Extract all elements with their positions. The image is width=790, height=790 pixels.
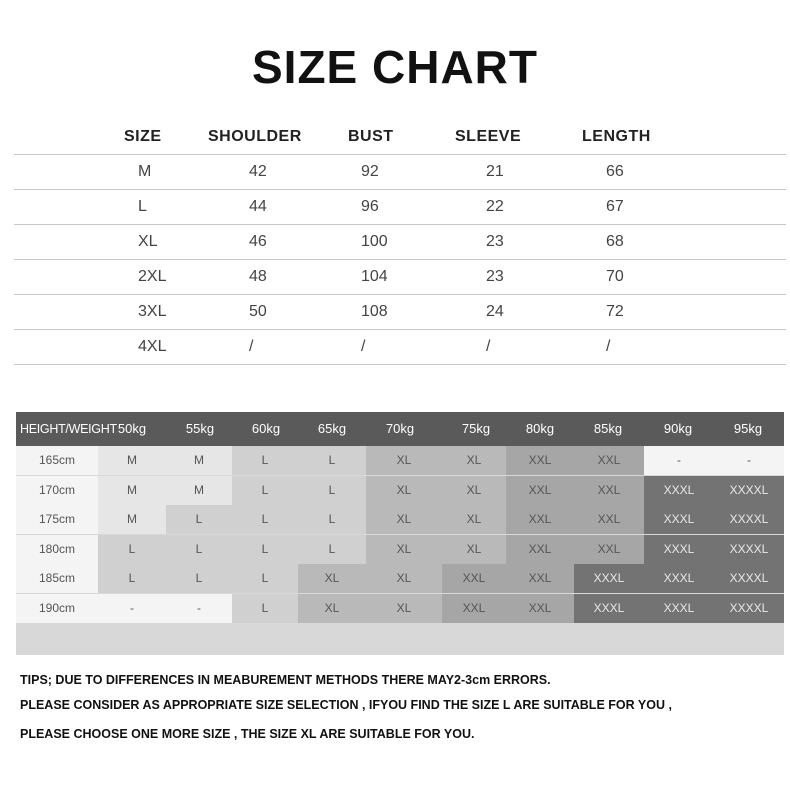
size-recommendation-cell: L (166, 535, 232, 564)
weight-header-cell: 50kg (117, 421, 147, 436)
height-row-label: 185cm (16, 564, 98, 593)
table-row (14, 260, 786, 295)
height-row-label: 170cm (16, 476, 98, 505)
header-shoulder: SHOULDER (208, 128, 302, 145)
size-recommendation-cell: XXXL (644, 505, 714, 534)
bust-cell: 108 (361, 303, 388, 320)
size-cell: 2XL (138, 268, 167, 285)
sleeve-cell: / (486, 338, 491, 355)
size-recommendation-cell: L (232, 564, 298, 593)
table-row (14, 190, 786, 225)
length-cell: 72 (606, 303, 624, 320)
size-recommendation-cell: XXL (574, 505, 644, 534)
size-recommendation-cell: L (298, 535, 366, 564)
weight-header-cell: 95kg (733, 421, 763, 436)
header-sleeve: SLEEVE (455, 128, 522, 145)
size-recommendation-cell: XXL (442, 564, 506, 593)
bust-cell: 104 (361, 268, 388, 285)
table-row (14, 295, 786, 330)
size-recommendation-cell: L (166, 564, 232, 593)
size-cell: L (138, 198, 147, 215)
tips-line-2: PLEASE CONSIDER AS APPROPRIATE SIZE SELECTION , IFYOU FIND THE SIZE L ARE SUITABLE FOR YOU , (20, 698, 672, 712)
size-recommendation-cell: XXXL (644, 564, 714, 593)
height-weight-header (16, 412, 784, 446)
shoulder-cell: 50 (249, 303, 267, 320)
size-recommendation-cell: XXL (506, 446, 574, 475)
size-recommendation-cell: XXXXL (714, 564, 784, 593)
table-row (14, 155, 786, 190)
shoulder-cell: 46 (249, 233, 267, 250)
tips-line-1: TIPS; DUE TO DIFFERENCES IN MEABUREMENT METHODS THERE MAY2-3cm ERRORS. (20, 673, 551, 687)
size-recommendation-cell: XXL (506, 476, 574, 505)
size-recommendation-cell: XXL (574, 476, 644, 505)
size-cell: XL (138, 233, 158, 250)
size-recommendation-cell: XL (366, 446, 442, 475)
height-weight-footer-band (16, 624, 784, 655)
size-recommendation-cell: XXXL (644, 535, 714, 564)
size-recommendation-cell: M (166, 476, 232, 505)
size-recommendation-cell: L (232, 535, 298, 564)
size-recommendation-cell: L (232, 446, 298, 475)
size-recommendation-cell: M (98, 446, 166, 475)
weight-header-cell: 65kg (317, 421, 347, 436)
shoulder-cell: 48 (249, 268, 267, 285)
size-recommendation-cell: L (298, 446, 366, 475)
size-recommendation-cell: L (232, 594, 298, 623)
sleeve-cell: 22 (486, 198, 504, 215)
height-row-label: 190cm (16, 594, 98, 623)
size-recommendation-cell: XXXXL (714, 535, 784, 564)
size-recommendation-cell: - (714, 446, 784, 475)
size-recommendation-cell: XXXL (574, 564, 644, 593)
header-size: SIZE (124, 128, 162, 145)
size-recommendation-cell: XXXXL (714, 505, 784, 534)
bust-cell: / (361, 338, 366, 355)
weight-header-cell: 85kg (593, 421, 623, 436)
size-recommendation-cell: XXL (506, 564, 574, 593)
height-row-label: 175cm (16, 505, 98, 534)
size-recommendation-cell: - (98, 594, 166, 623)
size-cell: M (138, 163, 152, 180)
sleeve-cell: 21 (486, 163, 504, 180)
weight-header-cell: 55kg (185, 421, 215, 436)
size-chart-table (14, 120, 786, 365)
sleeve-cell: 23 (486, 268, 504, 285)
size-recommendation-cell: XL (442, 505, 506, 534)
size-recommendation-cell: XL (366, 505, 442, 534)
height-weight-corner-label: HEIGHT/WEIGHT (20, 422, 117, 436)
size-recommendation-cell: XL (442, 476, 506, 505)
size-cell: 3XL (138, 303, 167, 320)
sleeve-cell: 24 (486, 303, 504, 320)
size-recommendation-cell: L (232, 505, 298, 534)
size-cell: 4XL (138, 338, 167, 355)
bust-cell: 100 (361, 233, 388, 250)
size-recommendation-cell: XL (366, 564, 442, 593)
size-recommendation-cell: M (98, 476, 166, 505)
size-recommendation-cell: L (98, 564, 166, 593)
tips-line-3: PLEASE CHOOSE ONE MORE SIZE , THE SIZE XL ARE SUITABLE FOR YOU. (20, 727, 475, 741)
page-title: SIZE CHART (252, 41, 538, 93)
size-recommendation-cell: XL (366, 594, 442, 623)
size-recommendation-cell: - (166, 594, 232, 623)
sleeve-cell: 23 (486, 233, 504, 250)
size-recommendation-cell: XXL (442, 594, 506, 623)
size-recommendation-cell: L (98, 535, 166, 564)
weight-header-cell: 60kg (251, 421, 281, 436)
size-recommendation-cell: M (166, 446, 232, 475)
header-length: LENGTH (582, 128, 651, 145)
size-chart-header-row (14, 120, 786, 155)
size-recommendation-cell: M (98, 505, 166, 534)
size-recommendation-cell: XL (298, 594, 366, 623)
size-recommendation-cell: XL (442, 535, 506, 564)
size-recommendation-cell: L (232, 476, 298, 505)
length-cell: 70 (606, 268, 624, 285)
length-cell: / (606, 338, 611, 355)
size-recommendation-cell: XXL (506, 505, 574, 534)
table-row (14, 225, 786, 260)
length-cell: 67 (606, 198, 624, 215)
bust-cell: 96 (361, 198, 379, 215)
size-recommendation-cell: L (298, 505, 366, 534)
length-cell: 66 (606, 163, 624, 180)
size-recommendation-cell: XXXL (644, 476, 714, 505)
size-recommendation-cell: L (298, 476, 366, 505)
weight-header-cell: 75kg (461, 421, 491, 436)
size-recommendation-cell: - (644, 446, 714, 475)
table-row (14, 330, 786, 365)
size-recommendation-cell: XXL (574, 446, 644, 475)
size-recommendation-cell: XXXL (644, 594, 714, 623)
size-recommendation-cell: XXL (574, 535, 644, 564)
size-recommendation-cell: XXL (506, 535, 574, 564)
shoulder-cell: 44 (249, 198, 267, 215)
bust-cell: 92 (361, 163, 379, 180)
length-cell: 68 (606, 233, 624, 250)
size-recommendation-cell: XXXL (574, 594, 644, 623)
size-recommendation-cell: XL (298, 564, 366, 593)
size-recommendation-cell: L (166, 505, 232, 534)
size-recommendation-cell: XL (366, 535, 442, 564)
header-bust: BUST (348, 128, 394, 145)
weight-header-cell: 70kg (385, 421, 415, 436)
size-recommendation-cell: XL (442, 446, 506, 475)
size-recommendation-cell: XXXXL (714, 594, 784, 623)
height-weight-chart (16, 412, 784, 655)
size-recommendation-cell: XXXXL (714, 476, 784, 505)
weight-header-cell: 80kg (525, 421, 555, 436)
shoulder-cell: 42 (249, 163, 267, 180)
height-row-label: 180cm (16, 535, 98, 564)
height-row-label: 165cm (16, 446, 98, 475)
size-recommendation-cell: XXL (506, 594, 574, 623)
shoulder-cell: / (249, 338, 254, 355)
size-recommendation-cell: XL (366, 476, 442, 505)
weight-header-cell: 90kg (663, 421, 693, 436)
